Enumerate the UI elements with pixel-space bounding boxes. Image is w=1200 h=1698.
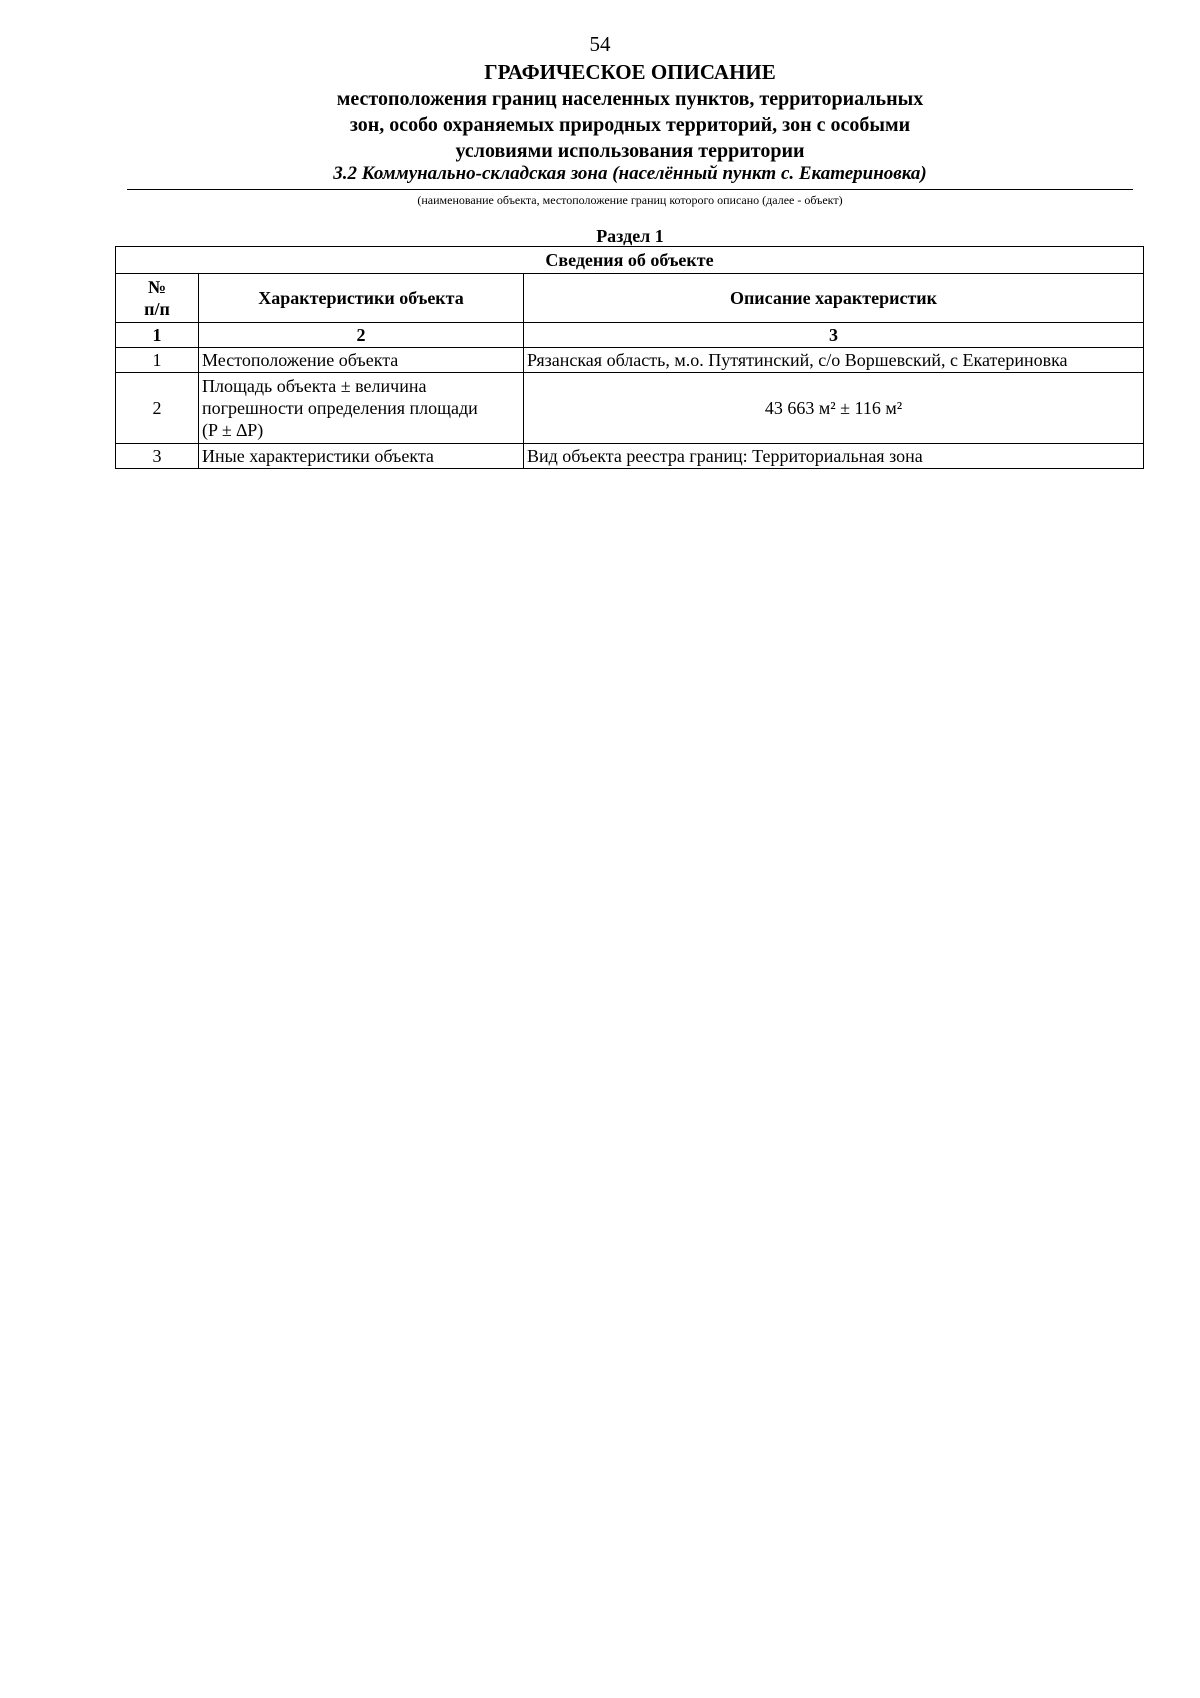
table-row bbox=[116, 373, 1144, 444]
row-characteristic-line: (P ± ∆P) bbox=[202, 420, 264, 440]
row-characteristic: Иные характеристики объекта bbox=[199, 444, 524, 469]
column-index: 2 bbox=[199, 323, 524, 348]
row-description: Вид объекта реестра границ: Территориальная зона bbox=[524, 444, 1144, 469]
object-name-underline bbox=[127, 189, 1133, 190]
table-row bbox=[116, 348, 1144, 373]
document-subtitle-line: условиями использования территории bbox=[455, 140, 805, 162]
row-description: 43 663 м² ± 116 м² bbox=[524, 373, 1144, 444]
column-header-characteristic: Характеристики объекта bbox=[199, 274, 524, 323]
row-characteristic bbox=[199, 373, 524, 444]
row-number: 1 bbox=[116, 348, 199, 373]
table-caption-row bbox=[116, 247, 1144, 274]
row-number: 2 bbox=[116, 373, 199, 444]
title-block bbox=[0, 59, 1200, 164]
column-index: 3 bbox=[524, 323, 1144, 348]
row-characteristic-line: Площадь объекта ± величина bbox=[202, 376, 427, 396]
document-title: ГРАФИЧЕСКОЕ ОПИСАНИЕ bbox=[484, 60, 776, 84]
object-caption: (наименование объекта, местоположение границ которого описано (далее - объект) bbox=[417, 193, 843, 207]
row-description: Рязанская область, м.о. Путятинский, с/о Воршевский, с Екатериновка bbox=[524, 348, 1144, 373]
object-name: 3.2 Коммунально-складская зона (населённый пункт с. Екатериновка) bbox=[333, 163, 927, 184]
page-number: 54 bbox=[589, 32, 611, 56]
section-title: Раздел 1 bbox=[596, 226, 664, 246]
column-header-description: Описание характеристик bbox=[524, 274, 1144, 323]
column-index: 1 bbox=[116, 323, 199, 348]
object-info-table bbox=[115, 246, 1144, 469]
document-subtitle-line: зон, особо охраняемых природных территорий, зон с особыми bbox=[349, 114, 911, 136]
column-header-number bbox=[116, 274, 199, 323]
table-header-row bbox=[116, 274, 1144, 323]
table-caption: Сведения об объекте bbox=[116, 247, 1144, 274]
column-header-number-line1: № bbox=[147, 277, 167, 297]
column-header-number-line2: п/п bbox=[144, 299, 170, 319]
row-characteristic-line: погрешности определения площади bbox=[202, 398, 478, 418]
document-subtitle-line: местоположения границ населенных пунктов, территориальных bbox=[336, 88, 924, 110]
row-number: 3 bbox=[116, 444, 199, 469]
table-index-row bbox=[116, 323, 1144, 348]
row-characteristic: Местоположение объекта bbox=[199, 348, 524, 373]
table-row bbox=[116, 444, 1144, 469]
